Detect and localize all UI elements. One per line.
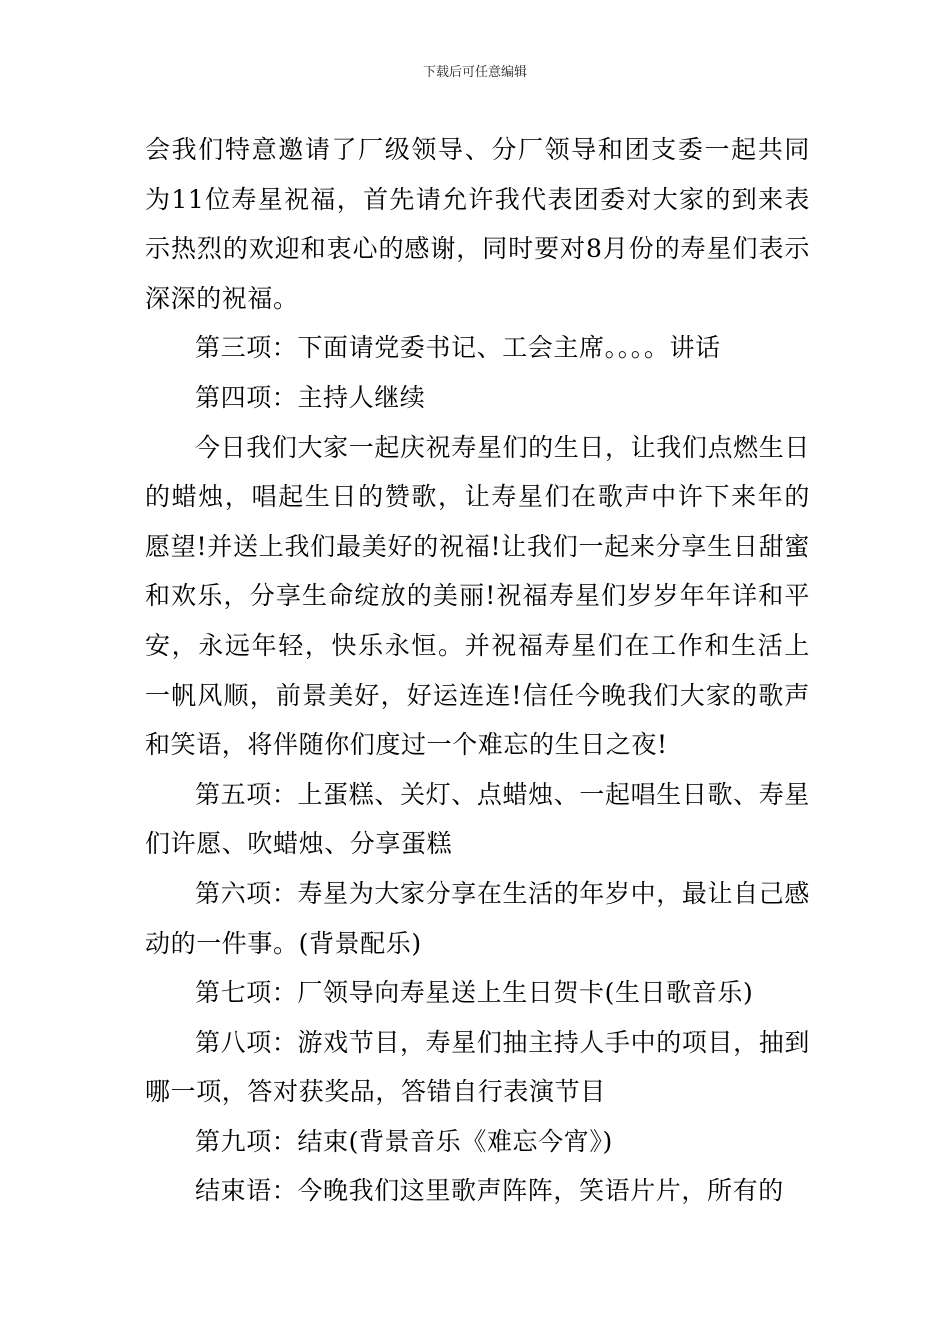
paragraph-item-4: 第四项：主持人继续: [195, 382, 426, 412]
paragraph-intro-continuation: 会我们特意邀请了厂级领导、分厂领导和团支委一起共同为11位寿星祝福，首先请允许我代表团委对大家的到来表示热烈的欢迎和衷心的感谢，同时要对8月份的寿星们表示深深的祝福。: [145, 135, 810, 313]
paragraph-item-8: 第八项：游戏节目，寿星们抽主持人手中的项目，抽到哪一项，答对获奖品，答错自行表演节目: [145, 1027, 810, 1107]
paragraph-item-7: 第七项：厂领导向寿星送上生日贺卡(生日歌音乐): [195, 978, 754, 1008]
page-header: 下载后可任意编辑: [422, 65, 527, 80]
paragraph-blessing: 今日我们大家一起庆祝寿星们的生日，让我们点燃生日的蜡烛，唱起生日的赞歌，让寿星们在歌声中许下来年的愿望!并送上我们最美好的祝福!让我们一起来分享生日甜蜜和欢乐，分享生命绽放的美丽!祝福寿星们岁岁年年详和平安，永远年轻，快乐永恒。并祝福寿星们在工作和生活上一帆风顺，前景美好，好运连连!信任今晚我们大家的歌声和笑语，将伴随你们度过一个难忘的生日之夜!: [145, 432, 810, 760]
paragraph-item-5: 第五项：上蛋糕、关灯、点蜡烛、一起唱生日歌、寿星们许愿、吹蜡烛、分享蛋糕: [145, 779, 810, 859]
document-body: [145, 125, 810, 1216]
paragraph-item-3: 第三项：下面请党委书记、工会主席。。。。讲话: [195, 333, 721, 363]
paragraph-item-6: 第六项：寿星为大家分享在生活的年岁中，最让自己感动的一件事。(背景配乐): [145, 878, 810, 958]
paragraph-closing: 结束语：今晚我们这里歌声阵阵，笑语片片，所有的: [195, 1176, 784, 1206]
paragraph-item-9: 第九项：结束(背景音乐《难忘今宵》): [195, 1126, 613, 1156]
